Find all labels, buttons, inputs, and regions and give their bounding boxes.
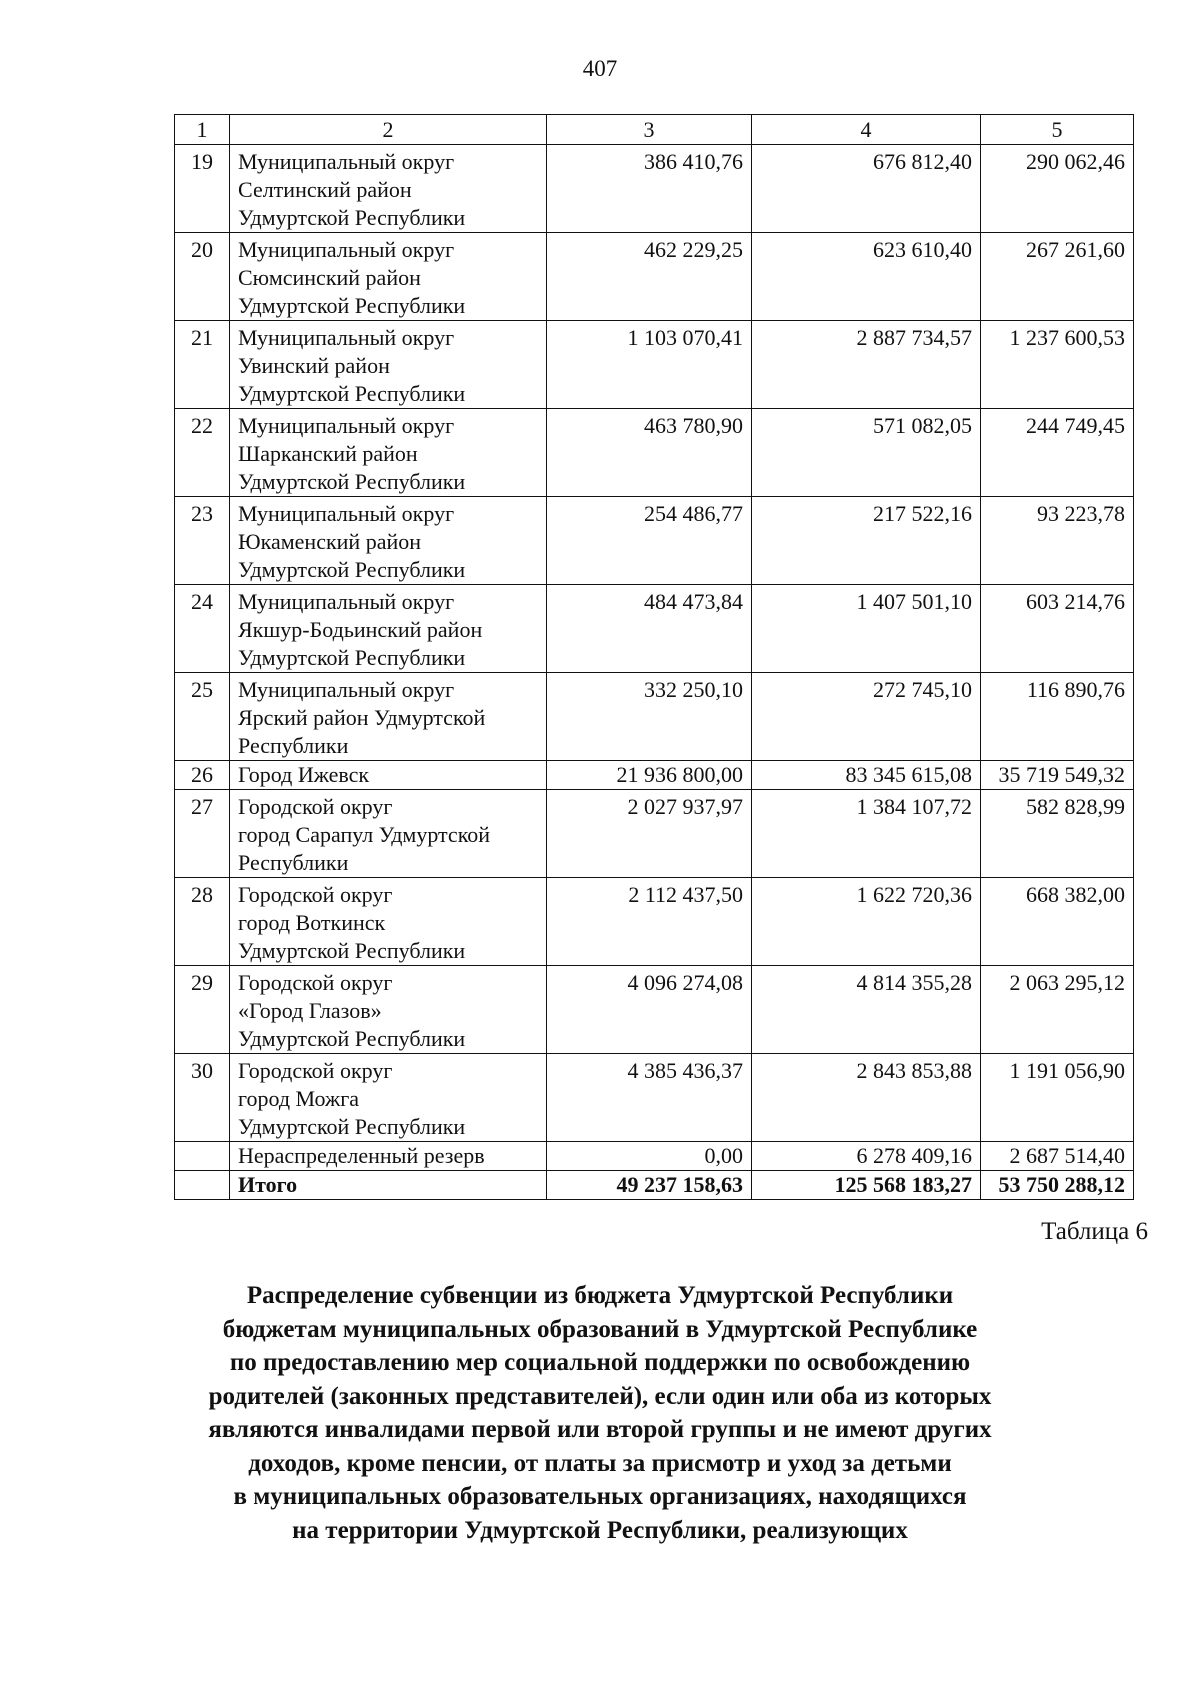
municipality-name-cell	[230, 673, 547, 761]
title-line: по предоставлению мер социальной поддержки по освобождению	[229, 1349, 971, 1376]
municipality-name-line: Удмуртской Республики	[238, 1026, 466, 1051]
column-4-value: 2 843 853,88	[752, 1054, 981, 1142]
table-row	[175, 585, 1134, 673]
column-4-value: 1 622 720,36	[752, 878, 981, 966]
municipality-name-line: Нераспределенный резерв	[238, 1143, 485, 1168]
page-number: 407	[582, 56, 618, 81]
column-5-value: 290 062,46	[981, 145, 1134, 233]
municipality-name-line: Республики	[238, 850, 349, 875]
column-5-value: 603 214,76	[981, 585, 1134, 673]
title-line: на территории Удмуртской Республики, реализующих	[292, 1516, 908, 1544]
municipality-name-line: Удмуртской Республики	[238, 205, 466, 230]
total-column-4: 125 568 183,27	[752, 1171, 981, 1200]
column-5-value: 2 687 514,40	[981, 1142, 1134, 1171]
column-4-value: 1 384 107,72	[752, 790, 981, 878]
column-4-value: 571 082,05	[752, 409, 981, 497]
municipality-name-cell	[230, 145, 547, 233]
municipality-name-line: город Сарапул Удмуртской	[238, 822, 491, 847]
header-cell: 3	[547, 115, 752, 145]
municipality-name-line: Муниципальный округ	[238, 149, 455, 174]
municipality-name-line: Муниципальный округ	[238, 589, 455, 614]
column-4-value: 4 814 355,28	[752, 966, 981, 1054]
municipality-name-line: Якшур-Бодьинский район	[238, 617, 483, 642]
municipality-name-cell	[230, 761, 547, 790]
municipality-name-line: Удмуртской Республики	[238, 1114, 466, 1139]
municipality-name-line: Сюмсинский район	[238, 265, 421, 290]
municipality-name-cell	[230, 966, 547, 1054]
municipality-name-line: Муниципальный округ	[238, 237, 455, 262]
municipality-name-line: Юкаменский район	[238, 529, 422, 554]
municipality-name-line: Муниципальный округ	[238, 413, 455, 438]
municipality-name-line: Удмуртской Республики	[238, 469, 466, 494]
row-number-cell: 21	[175, 321, 230, 409]
column-3-value: 254 486,77	[547, 497, 752, 585]
municipality-name-line: Городской округ	[238, 794, 393, 819]
table-row	[175, 145, 1134, 233]
row-number-cell: 22	[175, 409, 230, 497]
municipality-name-line: Ярский район Удмуртской	[238, 705, 486, 730]
column-3-value: 332 250,10	[547, 673, 752, 761]
column-5-value: 1 237 600,53	[981, 321, 1134, 409]
municipality-name-cell	[230, 321, 547, 409]
municipality-name-line: город Можга	[238, 1086, 359, 1111]
column-3-value: 2 112 437,50	[547, 878, 752, 966]
column-4-value: 1 407 501,10	[752, 585, 981, 673]
municipality-name-line: Удмуртской Республики	[238, 557, 466, 582]
municipality-name-cell	[230, 1142, 547, 1171]
total-column-5: 53 750 288,12	[981, 1171, 1134, 1200]
municipality-name-cell	[230, 585, 547, 673]
table-row	[175, 233, 1134, 321]
column-4-value: 2 887 734,57	[752, 321, 981, 409]
municipality-name-line: Городской округ	[238, 1058, 393, 1083]
table-header-row	[175, 115, 1134, 145]
municipality-name-line: Удмуртской Республики	[238, 381, 466, 406]
municipality-name-line: Увинский район	[238, 353, 390, 378]
total-row	[175, 1171, 1134, 1200]
municipality-name-line: Городской округ	[238, 882, 393, 907]
municipality-name-line: Селтинский район	[238, 177, 412, 202]
title-line: родителей (законных представителей), если один или оба из которых	[208, 1382, 992, 1410]
column-5-value: 93 223,78	[981, 497, 1134, 585]
table-row	[175, 1054, 1134, 1142]
column-3-value: 4 096 274,08	[547, 966, 752, 1054]
table-row	[175, 321, 1134, 409]
column-3-value: 462 229,25	[547, 233, 752, 321]
municipality-name-cell	[230, 233, 547, 321]
column-4-value: 6 278 409,16	[752, 1142, 981, 1171]
row-number-cell: 30	[175, 1054, 230, 1142]
column-3-value: 463 780,90	[547, 409, 752, 497]
table-row	[175, 1142, 1134, 1171]
column-4-value: 623 610,40	[752, 233, 981, 321]
column-4-value: 272 745,10	[752, 673, 981, 761]
row-number-cell: 29	[175, 966, 230, 1054]
municipality-name-cell	[230, 497, 547, 585]
table-row	[175, 673, 1134, 761]
column-5-value: 668 382,00	[981, 878, 1134, 966]
column-4-value: 676 812,40	[752, 145, 981, 233]
title-line: доходов, кроме пенсии, от платы за присмотр и уход за детьми	[248, 1449, 952, 1477]
municipality-name-line: Удмуртской Республики	[238, 645, 466, 670]
column-5-value: 1 191 056,90	[981, 1054, 1134, 1142]
row-number-cell: 26	[175, 761, 230, 790]
municipality-name-line: Муниципальный округ	[238, 501, 455, 526]
header-cell: 1	[175, 115, 230, 145]
row-number-cell: 23	[175, 497, 230, 585]
header-cell: 4	[752, 115, 981, 145]
total-label: Итого	[230, 1171, 547, 1200]
row-number-cell	[175, 1142, 230, 1171]
municipality-name-line: город Воткинск	[238, 910, 386, 935]
header-cell: 5	[981, 115, 1134, 145]
column-5-value: 35 719 549,32	[981, 761, 1134, 790]
column-3-value: 2 027 937,97	[547, 790, 752, 878]
column-3-value: 484 473,84	[547, 585, 752, 673]
table-title	[0, 1279, 1200, 1547]
column-5-value: 244 749,45	[981, 409, 1134, 497]
column-3-value: 1 103 070,41	[547, 321, 752, 409]
municipality-name-line: Город Ижевск	[238, 762, 370, 787]
row-number-cell: 27	[175, 790, 230, 878]
table-row	[175, 761, 1134, 790]
budget-table	[174, 114, 1134, 1200]
table-label: Таблица 6	[1041, 1218, 1148, 1245]
municipality-name-cell	[230, 1054, 547, 1142]
municipality-name-line: Удмуртской Республики	[238, 938, 466, 963]
title-line: Распределение субвенции из бюджета Удмуртской Республики	[246, 1282, 954, 1309]
column-5-value: 116 890,76	[981, 673, 1134, 761]
municipality-name-line: «Город Глазов»	[238, 998, 382, 1023]
row-number-cell: 28	[175, 878, 230, 966]
title-line: бюджетам муниципальных образований в Удмуртской Республике	[222, 1315, 978, 1343]
total-number-cell	[175, 1171, 230, 1200]
municipality-name-line: Муниципальный округ	[238, 677, 455, 702]
municipality-name-line: Шарканский район	[238, 441, 418, 466]
row-number-cell: 24	[175, 585, 230, 673]
column-3-value: 0,00	[547, 1142, 752, 1171]
municipality-name-line: Городской округ	[238, 970, 393, 995]
table-row	[175, 497, 1134, 585]
title-line: являются инвалидами первой или второй группы и не имеют других	[208, 1416, 992, 1443]
table-row	[175, 878, 1134, 966]
municipality-name-line: Удмуртской Республики	[238, 293, 466, 318]
column-5-value: 582 828,99	[981, 790, 1134, 878]
table-row	[175, 966, 1134, 1054]
column-5-value: 267 261,60	[981, 233, 1134, 321]
municipality-name-cell	[230, 409, 547, 497]
column-3-value: 4 385 436,37	[547, 1054, 752, 1142]
column-4-value: 217 522,16	[752, 497, 981, 585]
row-number-cell: 25	[175, 673, 230, 761]
column-4-value: 83 345 615,08	[752, 761, 981, 790]
municipality-name-line: Республики	[238, 733, 349, 758]
column-3-value: 386 410,76	[547, 145, 752, 233]
table-row	[175, 790, 1134, 878]
column-3-value: 21 936 800,00	[547, 761, 752, 790]
table-row	[175, 409, 1134, 497]
municipality-name-cell	[230, 878, 547, 966]
municipality-name-line: Муниципальный округ	[238, 325, 455, 350]
municipality-name-cell	[230, 790, 547, 878]
header-cell: 2	[230, 115, 547, 145]
row-number-cell: 19	[175, 145, 230, 233]
column-5-value: 2 063 295,12	[981, 966, 1134, 1054]
total-column-3: 49 237 158,63	[547, 1171, 752, 1200]
title-line: в муниципальных образовательных организациях, находящихся	[233, 1483, 967, 1510]
row-number-cell: 20	[175, 233, 230, 321]
